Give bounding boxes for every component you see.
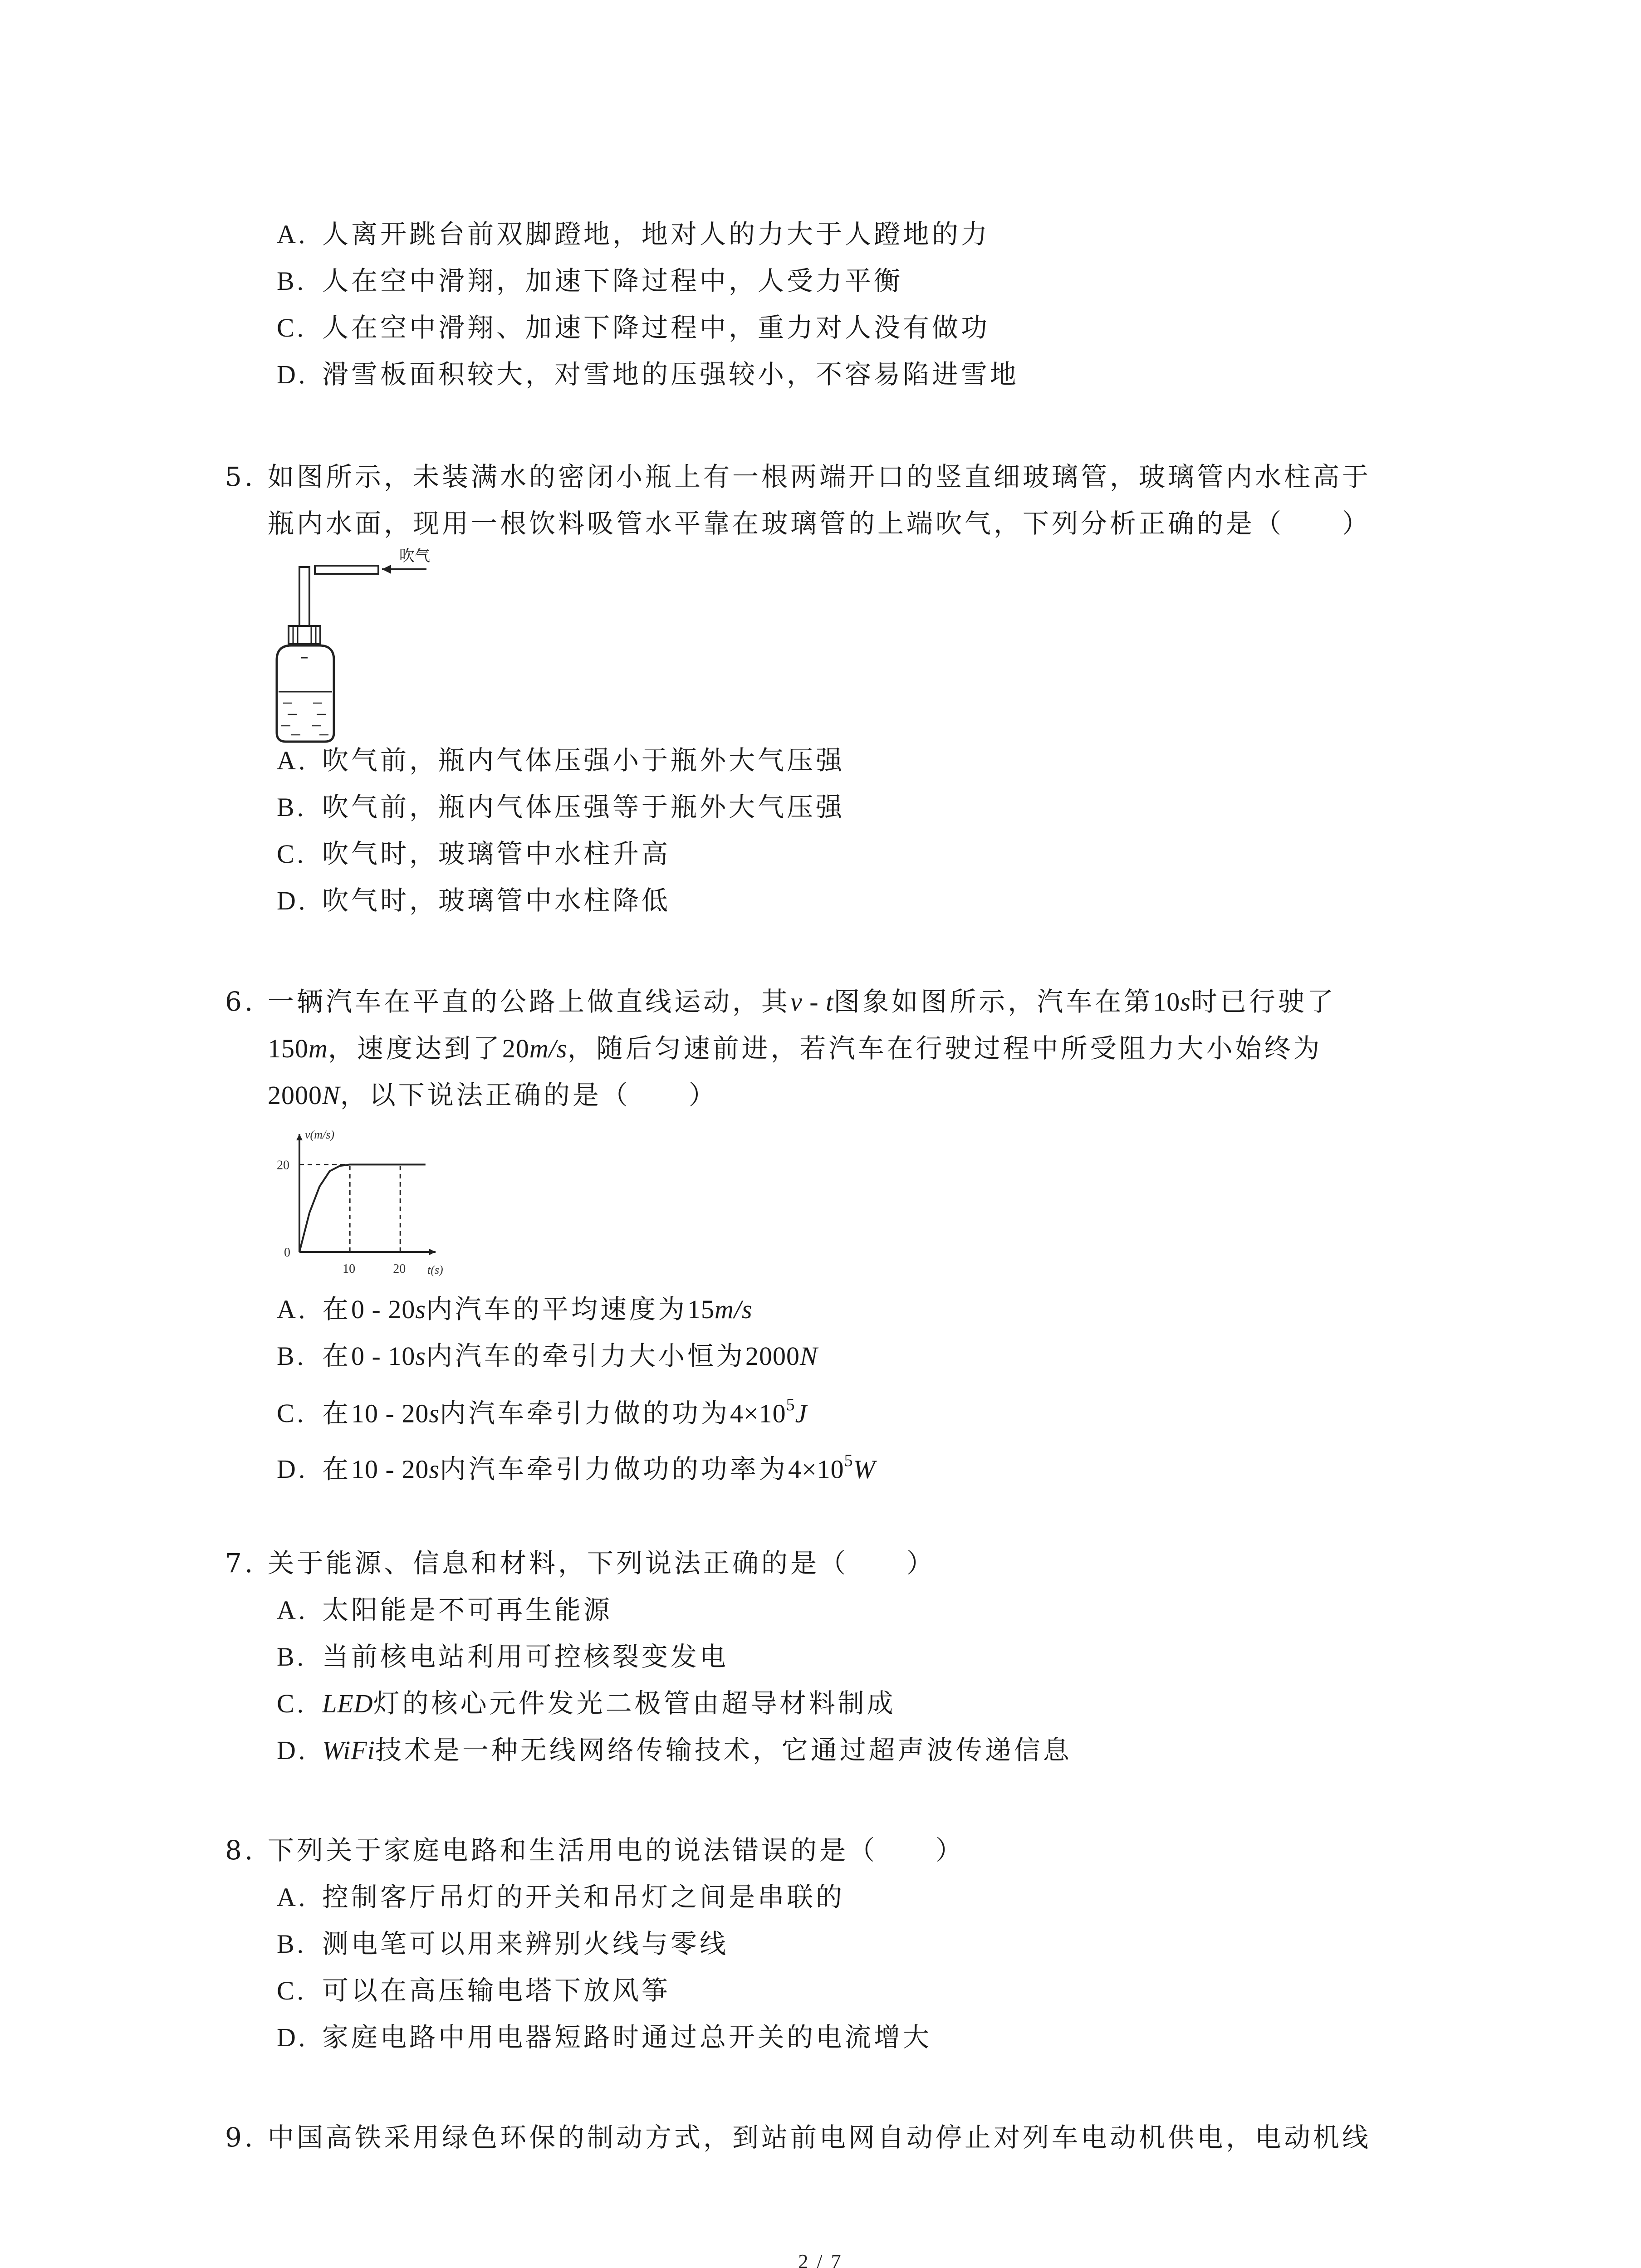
q8-option-c: C. 可以在高压输电塔下放风筝 <box>277 1975 671 2006</box>
vt-curve <box>299 1164 426 1252</box>
x-axis-arrow <box>429 1249 436 1255</box>
blow-arrow-head <box>382 565 391 574</box>
q6-option-a: A. 在0 - 20s内汽车的平均速度为15m/s <box>277 1294 753 1325</box>
q4-option-b: B. 人在空中滑翔，加速下降过程中，人受力平衡 <box>277 265 903 296</box>
q4-option-c: C. 人在空中滑翔、加速下降过程中，重力对人没有做功 <box>277 312 990 343</box>
page-number: 2 / 7 <box>798 2250 843 2268</box>
vt-graph <box>263 1120 454 1279</box>
q5-option-b: B. 吹气前，瓶内气体压强等于瓶外大气压强 <box>277 792 845 822</box>
origin-label: 0 <box>284 1246 290 1260</box>
y-tick-label: 20 <box>277 1158 289 1173</box>
q9-stem: 9. 中国高铁采用绿色环保的制动方式，到站前电网自动停止对列车电动机供电，电动机线 <box>225 2122 1372 2153</box>
q6-stem-line3: 2000N，以下说法正确的是（ ） <box>268 1080 718 1110</box>
q6-option-c: C. 在10 - 20s内汽车牵引力做的功为$4\times 10^5J$ <box>277 1395 808 1429</box>
q8-option-d: D. 家庭电路中用电器短路时通过总开关的电流增大 <box>277 2022 932 2053</box>
y-axis-label: v(m/s) <box>305 1128 334 1141</box>
q8-option-b: B. 测电笔可以用来辨别火线与零线 <box>277 1928 729 1959</box>
x-tick-label: 20 <box>393 1262 406 1276</box>
x-axis-label: t(s) <box>427 1263 443 1276</box>
q6-option-b: B. 在0 - 10s内汽车的牵引力大小恒为2000N <box>277 1340 818 1371</box>
q6-stem-line1: 6. 一辆汽车在平直的公路上做直线运动，其v - t图象如图所示，汽车在第10s时已行驶了 <box>225 986 1336 1017</box>
q8-option-a: A. 控制客厅吊灯的开关和吊灯之间是串联的 <box>277 1882 845 1912</box>
q7-option-c: C. LED灯的核心元件发光二极管由超导材料制成 <box>277 1688 896 1719</box>
q5-option-d: D. 吹气时，玻璃管中水柱降低 <box>277 885 671 916</box>
q7-option-b: B. 当前核电站利用可控核裂变发电 <box>277 1641 729 1672</box>
q7-stem: 7. 关于能源、信息和材料，下列说法正确的是（ ） <box>225 1548 936 1579</box>
q5-option-c: C. 吹气时，玻璃管中水柱升高 <box>277 838 671 869</box>
q6-stem-line2: 150m，速度达到了20m/s，随后匀速前进，若汽车在行驶过程中所受阻力大小始终为 <box>268 1033 1323 1064</box>
bottle-tube-figure <box>263 547 463 746</box>
q5-option-a: A. 吹气前，瓶内气体压强小于瓶外大气压强 <box>277 745 845 776</box>
straw <box>315 566 378 574</box>
x-tick-label: 10 <box>343 1262 356 1276</box>
q8-stem: 8. 下列关于家庭电路和生活用电的说法错误的是（ ） <box>225 1835 965 1866</box>
q5-stem-line2: 瓶内水面，现用一根饮料吸管水平靠在玻璃管的上端吹气，下列分析正确的是（ ） <box>268 508 1372 539</box>
q4-option-a: A. 人离开跳台前双脚蹬地，地对人的力大于人蹬地的力 <box>277 219 990 249</box>
q7-option-d: D. WiFi技术是一种无线网络传输技术，它通过超声波传递信息 <box>277 1735 1072 1765</box>
q4-option-d: D. 滑雪板面积较大，对雪地的压强较小，不容易陷进雪地 <box>277 359 1019 390</box>
q5-stem-line1: 5. 如图所示，未装满水的密闭小瓶上有一根两端开口的竖直细玻璃管，玻璃管内水柱高于 <box>225 461 1372 492</box>
q6-option-d: D. 在10 - 20s内汽车牵引力做功的功率为$4\times 10^5W$ <box>277 1451 876 1485</box>
q7-option-a: A. 太阳能是不可再生能源 <box>277 1594 613 1625</box>
y-axis-arrow <box>296 1134 303 1140</box>
blow-label: 吹气 <box>399 547 430 565</box>
bottle-body <box>277 645 334 742</box>
